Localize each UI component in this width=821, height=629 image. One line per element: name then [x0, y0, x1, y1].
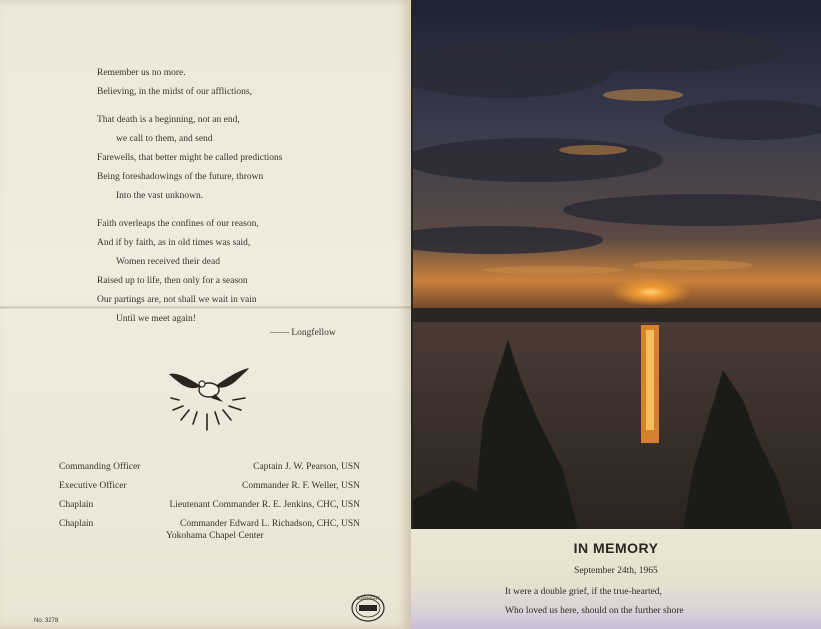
officer-name: Lieutenant Commander R. E. Jenkins, CHC, USN	[169, 500, 360, 510]
officer-row	[59, 458, 360, 477]
officer-role: Chaplain	[59, 519, 94, 529]
officer-row	[59, 496, 360, 515]
dove-icon	[165, 364, 253, 434]
poem-line: And if by faith, as in old times was said,	[97, 238, 251, 248]
svg-text:COPYRIGHT: COPYRIGHT	[356, 596, 380, 601]
officer-role: Executive Officer	[59, 481, 127, 491]
officer-role: Commanding Officer	[59, 462, 141, 472]
poem-line: Remember us no more.	[97, 68, 186, 78]
officers-list	[59, 458, 360, 542]
officer-name: Commander Edward L. Richadson, CHC, USN	[180, 519, 360, 529]
form-number: No. 3278	[34, 618, 59, 624]
right-page	[411, 0, 821, 629]
poem-line: Believing, in the midst of our afflictions,	[97, 87, 252, 97]
poem-line: That death is a beginning, not an end,	[97, 115, 240, 125]
memorial-date: September 24th, 1965	[574, 566, 658, 576]
officer-row	[59, 477, 360, 496]
officer-name: Commander R. F. Weller, USN	[242, 481, 360, 491]
poem-line: Our partings are, not shall we wait in vain	[97, 295, 257, 305]
memorial-title: IN MEMORY	[573, 540, 659, 556]
officer-name: Captain J. W. Pearson, USN	[253, 462, 360, 472]
copyright-seal-icon	[350, 593, 386, 623]
memorial-line: Who loved us here, should on the further shore	[505, 606, 684, 616]
memorial-line: It were a double grief, if the true-hearted,	[505, 587, 662, 597]
poem-attribution: —— Longfellow	[270, 328, 336, 338]
poem-line: Into the vast unknown.	[116, 191, 204, 201]
poem	[97, 64, 397, 329]
poem-line: Women received their dead	[116, 257, 220, 267]
officer-role: Chaplain	[59, 500, 94, 510]
chapel-name: Yokohama Chapel Center	[166, 531, 264, 541]
sunset-lake-photo	[413, 0, 821, 529]
poem-line: Farewells, that better might be called predictions	[97, 153, 283, 163]
poem-line: Raised up to life, then only for a season	[97, 276, 248, 286]
poem-line: Faith overleaps the confines of our reason,	[97, 219, 259, 229]
poem-line: Until we meet again!	[116, 314, 196, 324]
poem-line: Being foreshadowings of the future, thrown	[97, 172, 264, 182]
poem-line: we call to them, and send	[116, 134, 213, 144]
